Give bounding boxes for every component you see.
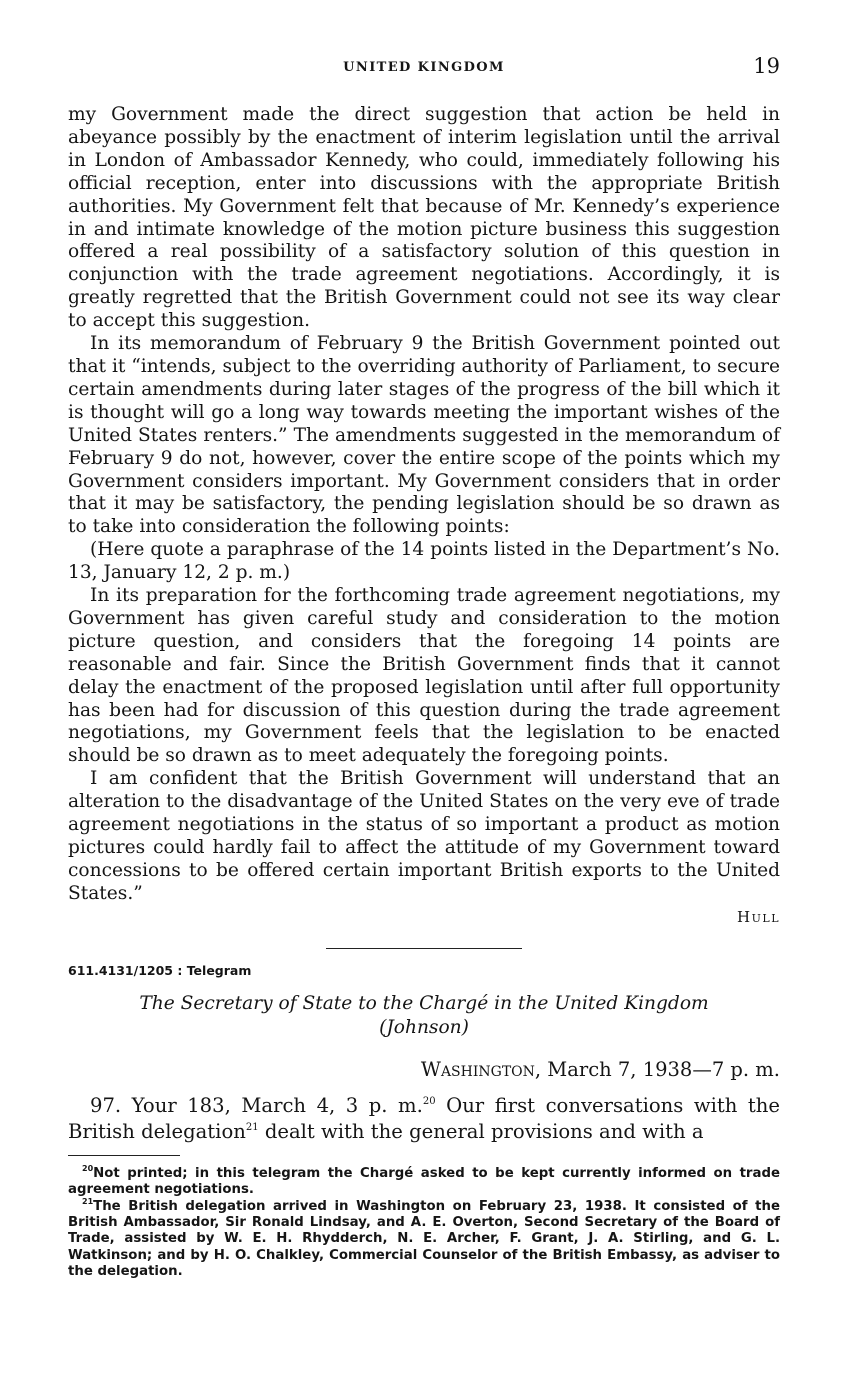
page-number: 19 xyxy=(753,54,780,78)
letter-body xyxy=(68,104,780,906)
footnote-ref: 21 xyxy=(245,1121,259,1133)
message-text: dealt with the general provisions and with a xyxy=(258,1119,704,1143)
footnote-marker: 21 xyxy=(82,1196,94,1206)
footnote-divider xyxy=(68,1155,180,1156)
telegram-message xyxy=(68,1093,780,1145)
document-page xyxy=(68,52,780,1281)
dateline-date: March 7, 1938—7 p. m. xyxy=(541,1057,780,1081)
body-paragraph: In its preparation for the forthcoming trade agreement negotiations, my Government has given careful study and consideration to the motion picture question, and considers that the foregoing 14 points are reasonable and fair. Since the British Government finds that it cannot delay the enactment of the proposed legislation until after full opportunity has been had for discussion of this question during the trade agreement negotiations, my Government feels that the legislation to be enacted should be so drawn as to meet adequately the foregoing points. xyxy=(68,585,780,767)
footnote-ref: 20 xyxy=(422,1095,436,1107)
section-divider xyxy=(326,948,522,949)
footnotes xyxy=(68,1163,780,1281)
running-head: UNITED KINGDOM xyxy=(343,60,505,75)
body-paragraph: (Here quote a paraphrase of the 14 points listed in the Department’s No. 13, January 12, 2 p. m.) xyxy=(68,539,780,584)
footnote xyxy=(68,1163,780,1199)
document-title xyxy=(68,992,780,1040)
document-title-line: The Secretary of State to the Chargé in the United Kingdom xyxy=(139,992,709,1014)
footnote-text: The British delegation arrived in Washington on February 23, 1938. It consisted of the British Ambassador, Sir Ronald Lindsay, and A. E. Overton, Second Secretary of the Board of Trade, assisted by W. E. H. Rhydderch, N. E. Archer, F. Grant, J. A. Stirling, and G. L. Watkinson; and by H. O. Chalkley, Commercial Counselor of the British Embassy, as adviser to the delegation. xyxy=(68,1198,780,1280)
body-paragraph: In its memorandum of February 9 the British Government pointed out that it “intends, subject to the overriding authority of Parliament, to secure certain amendments during later stages of the progress of the bill which it is thought will go a long way towards meeting the important wishes of the United States renters.” The amendments suggested in the memorandum of February 9 do not, however, cover the entire scope of the points which my Government considers important. My Government considers that in order that it may be satisfactory, the pending legislation should be so drawn as to take into consideration the following points: xyxy=(68,333,780,538)
message-paragraph xyxy=(68,1093,780,1145)
dateline xyxy=(68,1058,780,1081)
body-paragraph: I am confident that the British Government will understand that an alteration to the disadvantage of the United States on the very eve of trade agreement negotiations in the status of so important a product as motion pictures could hardly fail to affect the attitude of my Government toward concessions to be offered certain important British exports to the United States.” xyxy=(68,768,780,904)
file-number: 611.4131/1205 : Telegram xyxy=(68,962,252,978)
message-text: 97. Your 183, March 4, 3 p. m. xyxy=(90,1093,423,1117)
message-text: Our first conversations with the British delegation xyxy=(68,1093,780,1143)
dateline-place: Washington, xyxy=(420,1057,542,1081)
footnote-marker: 20 xyxy=(82,1163,94,1173)
page-header xyxy=(68,52,780,86)
footnote xyxy=(68,1196,780,1281)
document-title-line: (Johnson) xyxy=(379,1016,469,1038)
body-paragraph: my Government made the direct suggestion that action be held in abeyance possibly by the enactment of interim legislation until the arrival in London of Ambassador Kennedy, who could, immediately following his official reception, enter into discussions with the appropriate British authorities. My Government felt that because of Mr. Kennedy’s experience in and intimate knowledge of the motion picture business this suggestion offered a real possibility of a satisfactory solution of this question in conjunction with the trade agreement negotiations. Accordingly, it is greatly regretted that the British Government could not see its way clear to accept this suggestion. xyxy=(68,104,780,332)
footnote-text: Not printed; in this telegram the Chargé asked to be kept currently informed on trade agreement negotiations. xyxy=(68,1165,780,1198)
signature: Hull xyxy=(737,907,780,926)
